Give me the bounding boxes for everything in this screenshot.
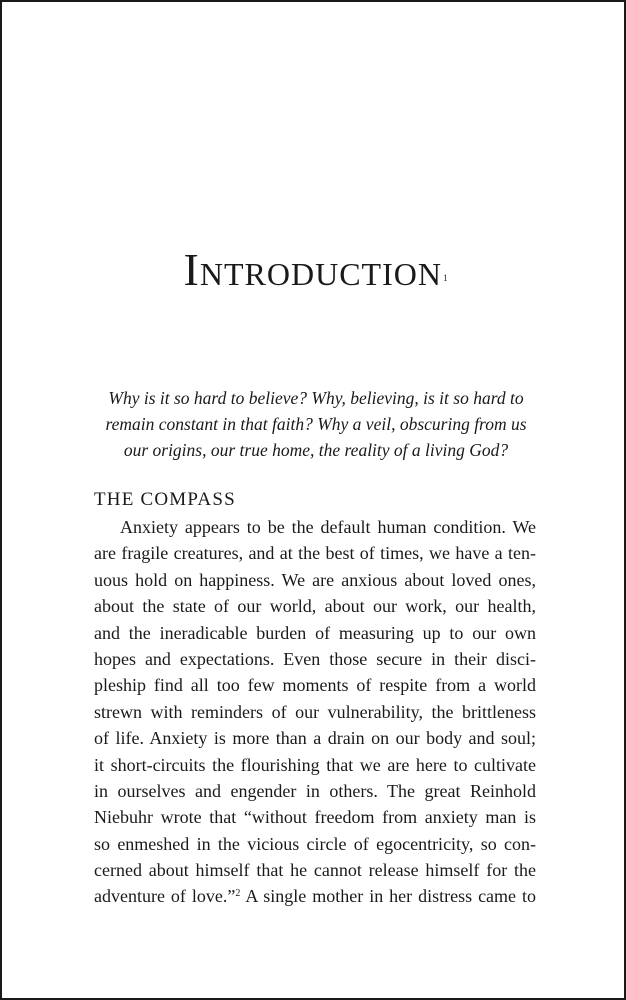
body-line: pleship find all too few moments of respite from a world: [94, 675, 536, 696]
body-line: uous hold on happiness. We are anxious about loved ones,: [94, 569, 536, 590]
body-line: of life. Anxiety is more than a drain on our body and soul;: [94, 728, 536, 749]
body-line: so enmeshed in the vicious circle of egocentricity, so con-: [94, 833, 536, 854]
epigraph-line: Why is it so hard to believe? Why, believing, is it so hard to: [108, 388, 524, 408]
body-line-last: [94, 883, 536, 909]
body-line: Anxiety appears to be the default human condition. We: [120, 517, 536, 537]
epigraph-line: remain constant in that faith? Why a veil, obscuring from us: [105, 414, 527, 434]
chapter-title-rest: ntroduction: [199, 244, 442, 295]
body-line: and the ineradicable burden of measuring up to our own: [94, 622, 536, 643]
section-heading: THE COMPASS: [94, 489, 236, 510]
body-footnote-ref: 2: [235, 888, 241, 900]
body-text: [94, 514, 536, 910]
body-line: are fragile creatures, and at the best of times, we have a ten-: [94, 543, 536, 564]
body-line: hopes and expectations. Even those secure in their disci-: [94, 648, 536, 669]
body-line: in ourselves and engender in others. The great Reinhold: [94, 780, 536, 801]
chapter-title-initial: I: [183, 244, 200, 295]
body-line-last-before: adventure of love.”: [94, 886, 236, 907]
body-line: strewn with reminders of our vulnerability, the brittleness: [94, 701, 536, 722]
chapter-title: [2, 246, 626, 296]
epigraph-line: our origins, our true home, the reality of a living God?: [123, 440, 509, 460]
body-line-last-after: A single mother in her distress came to: [240, 886, 536, 907]
body-line: Niebuhr wrote that “without freedom from anxiety man is: [94, 807, 536, 828]
chapter-footnote-ref: 1: [442, 273, 448, 283]
body-line: it short-circuits the flourishing that we are here to cultivate: [94, 754, 536, 775]
body-line: about the state of our world, about our work, our health,: [94, 596, 536, 617]
body-line: cerned about himself that he cannot release himself for the: [94, 860, 536, 881]
epigraph: [96, 385, 536, 463]
